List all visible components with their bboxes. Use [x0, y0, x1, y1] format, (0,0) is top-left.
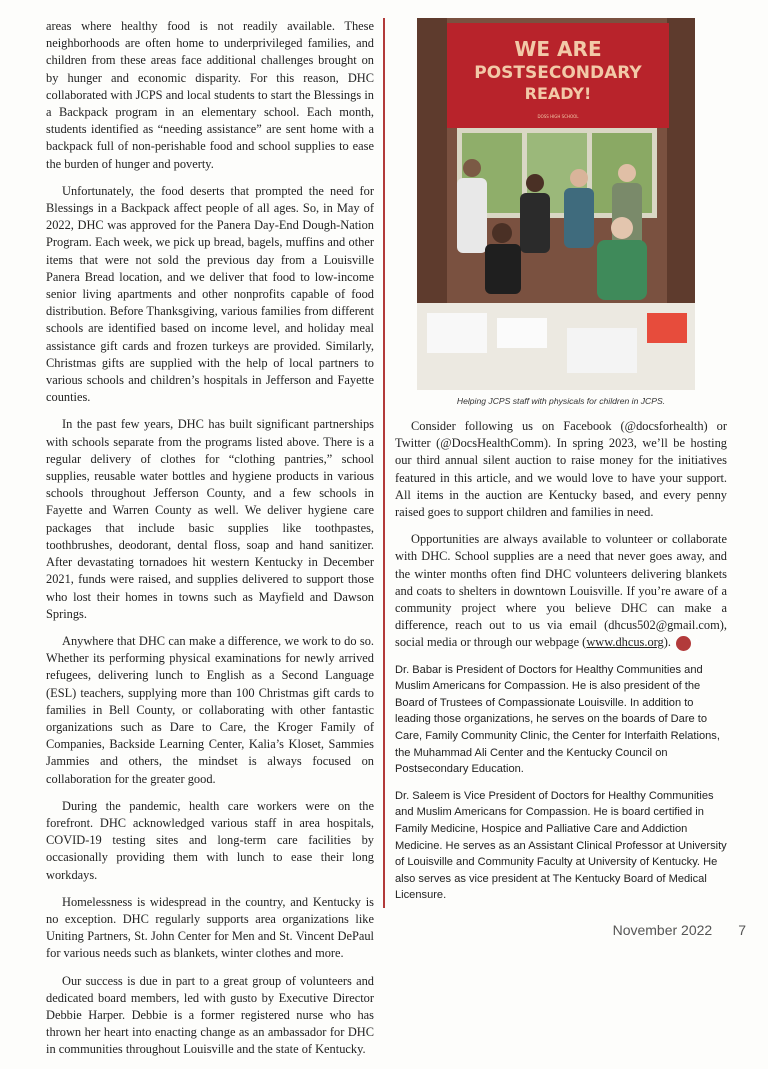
bio-saleem: Dr. Saleem is Vice President of Doctors for Healthy Communities and Muslim Americans for Compassion. He is board certified in Family Medicine, Hospice and Palliative Care and Addiction Medicine. He serves as an Assistant Clinical Professor at University of Louisville and Community Faculty at University of Kentucky. He also serves as vice president at The Kentucky Board of Medical Licensure.: [395, 789, 727, 902]
group-photo: [417, 18, 695, 390]
paragraph: In the past few years, DHC has built significant partnerships with schools separate from the programs listed above. There is a regular delivery of clothes for “clothing pantries,” school supplies, reusable water bottles and hygiene products in various schools throughout Jefferson County, and a few schools in Fayette and Warren County as well. We deliver hygiene care packages that include basic supplies like toothpastes, toothbrushes, deodorant, dental floss, soap and hand sanitizer. After devastating tornadoes hit western Kentucky in December 2021, funds were raised, and supplies delivered to support those who lost their homes in towns such as Mayfield and Dawson Springs.: [46, 417, 374, 621]
bio-babar: Dr. Babar is President of Doctors for Healthy Communities and Muslim Americans for Compassion. He is also president of the Board of Trustees of Compassionate Louisville. In addition to leading those organizations, he serves on the boards of Dare to Care, Family Community Clinic, the Center for Interfaith Relations, the Muhammad Ali Center and the Kentucky Council on Postsecondary Education.: [395, 663, 720, 776]
banner-line-1: WE ARE: [514, 37, 602, 61]
paragraph: Consider following us on Facebook (@docsforhealth) or Twitter (@DocsHealthComm). In spring 2023, we’ll be hosting our third annual silent auction to raise money for the initiatives featured in this article, and we would love to have your support. All items in the auction are Kentucky based, and every penny raised goes to support children and families in need.: [395, 419, 727, 520]
paragraph: Unfortunately, the food deserts that prompted the need for Blessings in a Backpack affect people of all ages. So, in May of 2022, DHC was approved for the Panera Day-End Dough-Nation Program. Each week, we pick up bread, bagels, muffins and other items that were not sold the previous day from a Louisville Panera Bread location, and we deliver that food to low-income senior living apartments and other nonprofits capable of food distribution. Before Thanksgiving, various families from different schools are identified based on income level, and holiday meal assistance gift cards and frozen turkeys are provided. Similarly, Christmas gifts are supplied with the help of local partners to various schools and children’s hospitals in Jefferson and Fayette counties.: [46, 183, 374, 405]
page-number: 7: [738, 922, 746, 938]
email-address[interactable]: dhcus502@gmail.com: [608, 618, 720, 633]
website-link[interactable]: www.dhcus.org: [586, 635, 664, 650]
left-column: [46, 18, 374, 1069]
right-column: [395, 18, 727, 914]
photo-caption: Helping JCPS staff with physicals for children in JCPS.: [456, 396, 666, 406]
closing-paragraph: [395, 531, 727, 651]
issue-date: November 2022: [612, 922, 713, 938]
closing-text-end: ).: [663, 635, 671, 650]
paragraph: Homelessness is widespread in the country, and Kentucky is no exception. DHC regularly supports area organizations like Uniting Partners, St. John Center for Men and St. Vincent DePaul for various needs such as blankets, winter clothes and more.: [46, 894, 374, 961]
closing-text: Opportunities are always available to volunteer or collaborate with DHC. School supplies are a need that never goes away, and the winter months often find DHC volunteers delivering blankets and coats to shelters in downtown Louisville. If you’re aware of a community project where you believe DHC can make a difference, reach out to us via email (: [395, 532, 727, 633]
paragraph: areas where healthy food is not readily available. These neighborhoods are often home to underprivileged families, and children from these areas face additional challenges brought on by hunger and economic disparity. For this reason, DHC collaborated with JCPS and local students to start the Blessings in a Backpack program in an elementary school. Each month, students identified as “needing assistance” are sent home with a backpack full of non-perishable food and school supplies to ease the burden of hunger and poverty.: [46, 19, 374, 171]
page-footer: [587, 922, 746, 938]
photo-illustration: [417, 18, 695, 390]
fleur-de-lis-icon: ⚜: [676, 636, 691, 651]
paragraph: Our success is due in part to a great group of volunteers and dedicated board members, led with gusto by Executive Director Debbie Harper. Debbie is a former registered nurse who has thrown her heart into enacting change as an ambassador for DHC in communities throughout Louisville and the state of Kentucky.: [46, 973, 374, 1057]
column-divider: [383, 18, 385, 908]
closing-text-middle: ), social media or through our webpage (: [395, 618, 727, 650]
banner-line-3: READY!: [524, 84, 592, 103]
banner-small-text: DOSS HIGH SCHOOL: [537, 114, 579, 119]
paragraph: During the pandemic, health care workers were on the forefront. DHC acknowledged various staff in area hospitals, COVID-19 testing sites and long-term care facilities by occasionally providing them with lunch to ease their long workdays.: [46, 798, 374, 882]
banner-line-2: POSTSECONDARY: [474, 63, 642, 83]
paragraph: Anywhere that DHC can make a difference, we work to do so. Whether its performing physical examinations for newly arrived refugees, delivering lunch to English as a Second Language (ESL) teachers, supplying more than 100 Christmas gift cards to families in Bell County, or collaborating with other fantastic organizations such as Dare to Care, the Kroger Family of Companies, Backside Learning Center, Kalia’s Kloset, Sammies Jammies and others, the mindset is always focused on collaboration for the greater good.: [46, 633, 374, 786]
